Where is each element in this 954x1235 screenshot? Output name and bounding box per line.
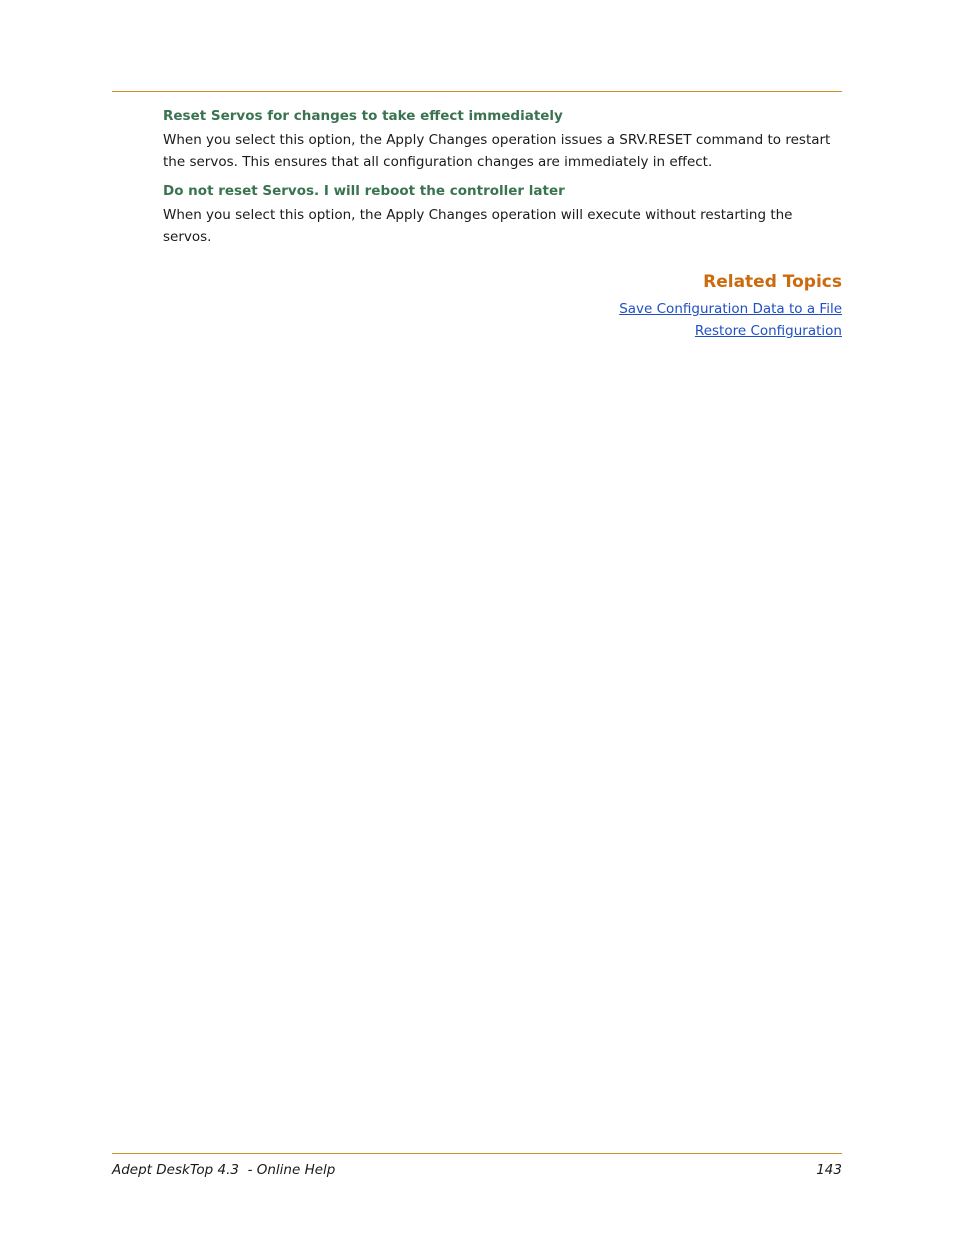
- footer-title: Adept DeskTop 4.3 - Online Help: [112, 1162, 336, 1178]
- related-topics: [619, 270, 842, 342]
- page-number: 143: [816, 1162, 842, 1178]
- link-restore-configuration[interactable]: Restore Configuration: [694, 323, 842, 339]
- option-heading-reset-servos: Reset Servos for changes to take effect immediately: [163, 108, 563, 124]
- footer-rule: [112, 1153, 842, 1154]
- option-heading-do-not-reset: Do not reset Servos. I will reboot the controller later: [163, 183, 565, 199]
- main-content: [163, 106, 842, 256]
- header-rule: [112, 91, 842, 92]
- page-footer: [112, 1159, 842, 1181]
- option-body-do-not-reset: When you select this option, the Apply Changes operation will execute without restarting the servos.: [163, 207, 793, 245]
- link-save-configuration[interactable]: Save Configuration Data to a File: [619, 301, 842, 317]
- option-body-reset-servos: When you select this option, the Apply Changes operation issues a SRV.RESET command to restart the servos. This ensures that all configuration changes are immediately in effect.: [163, 132, 831, 170]
- related-topics-title: Related Topics: [703, 272, 842, 292]
